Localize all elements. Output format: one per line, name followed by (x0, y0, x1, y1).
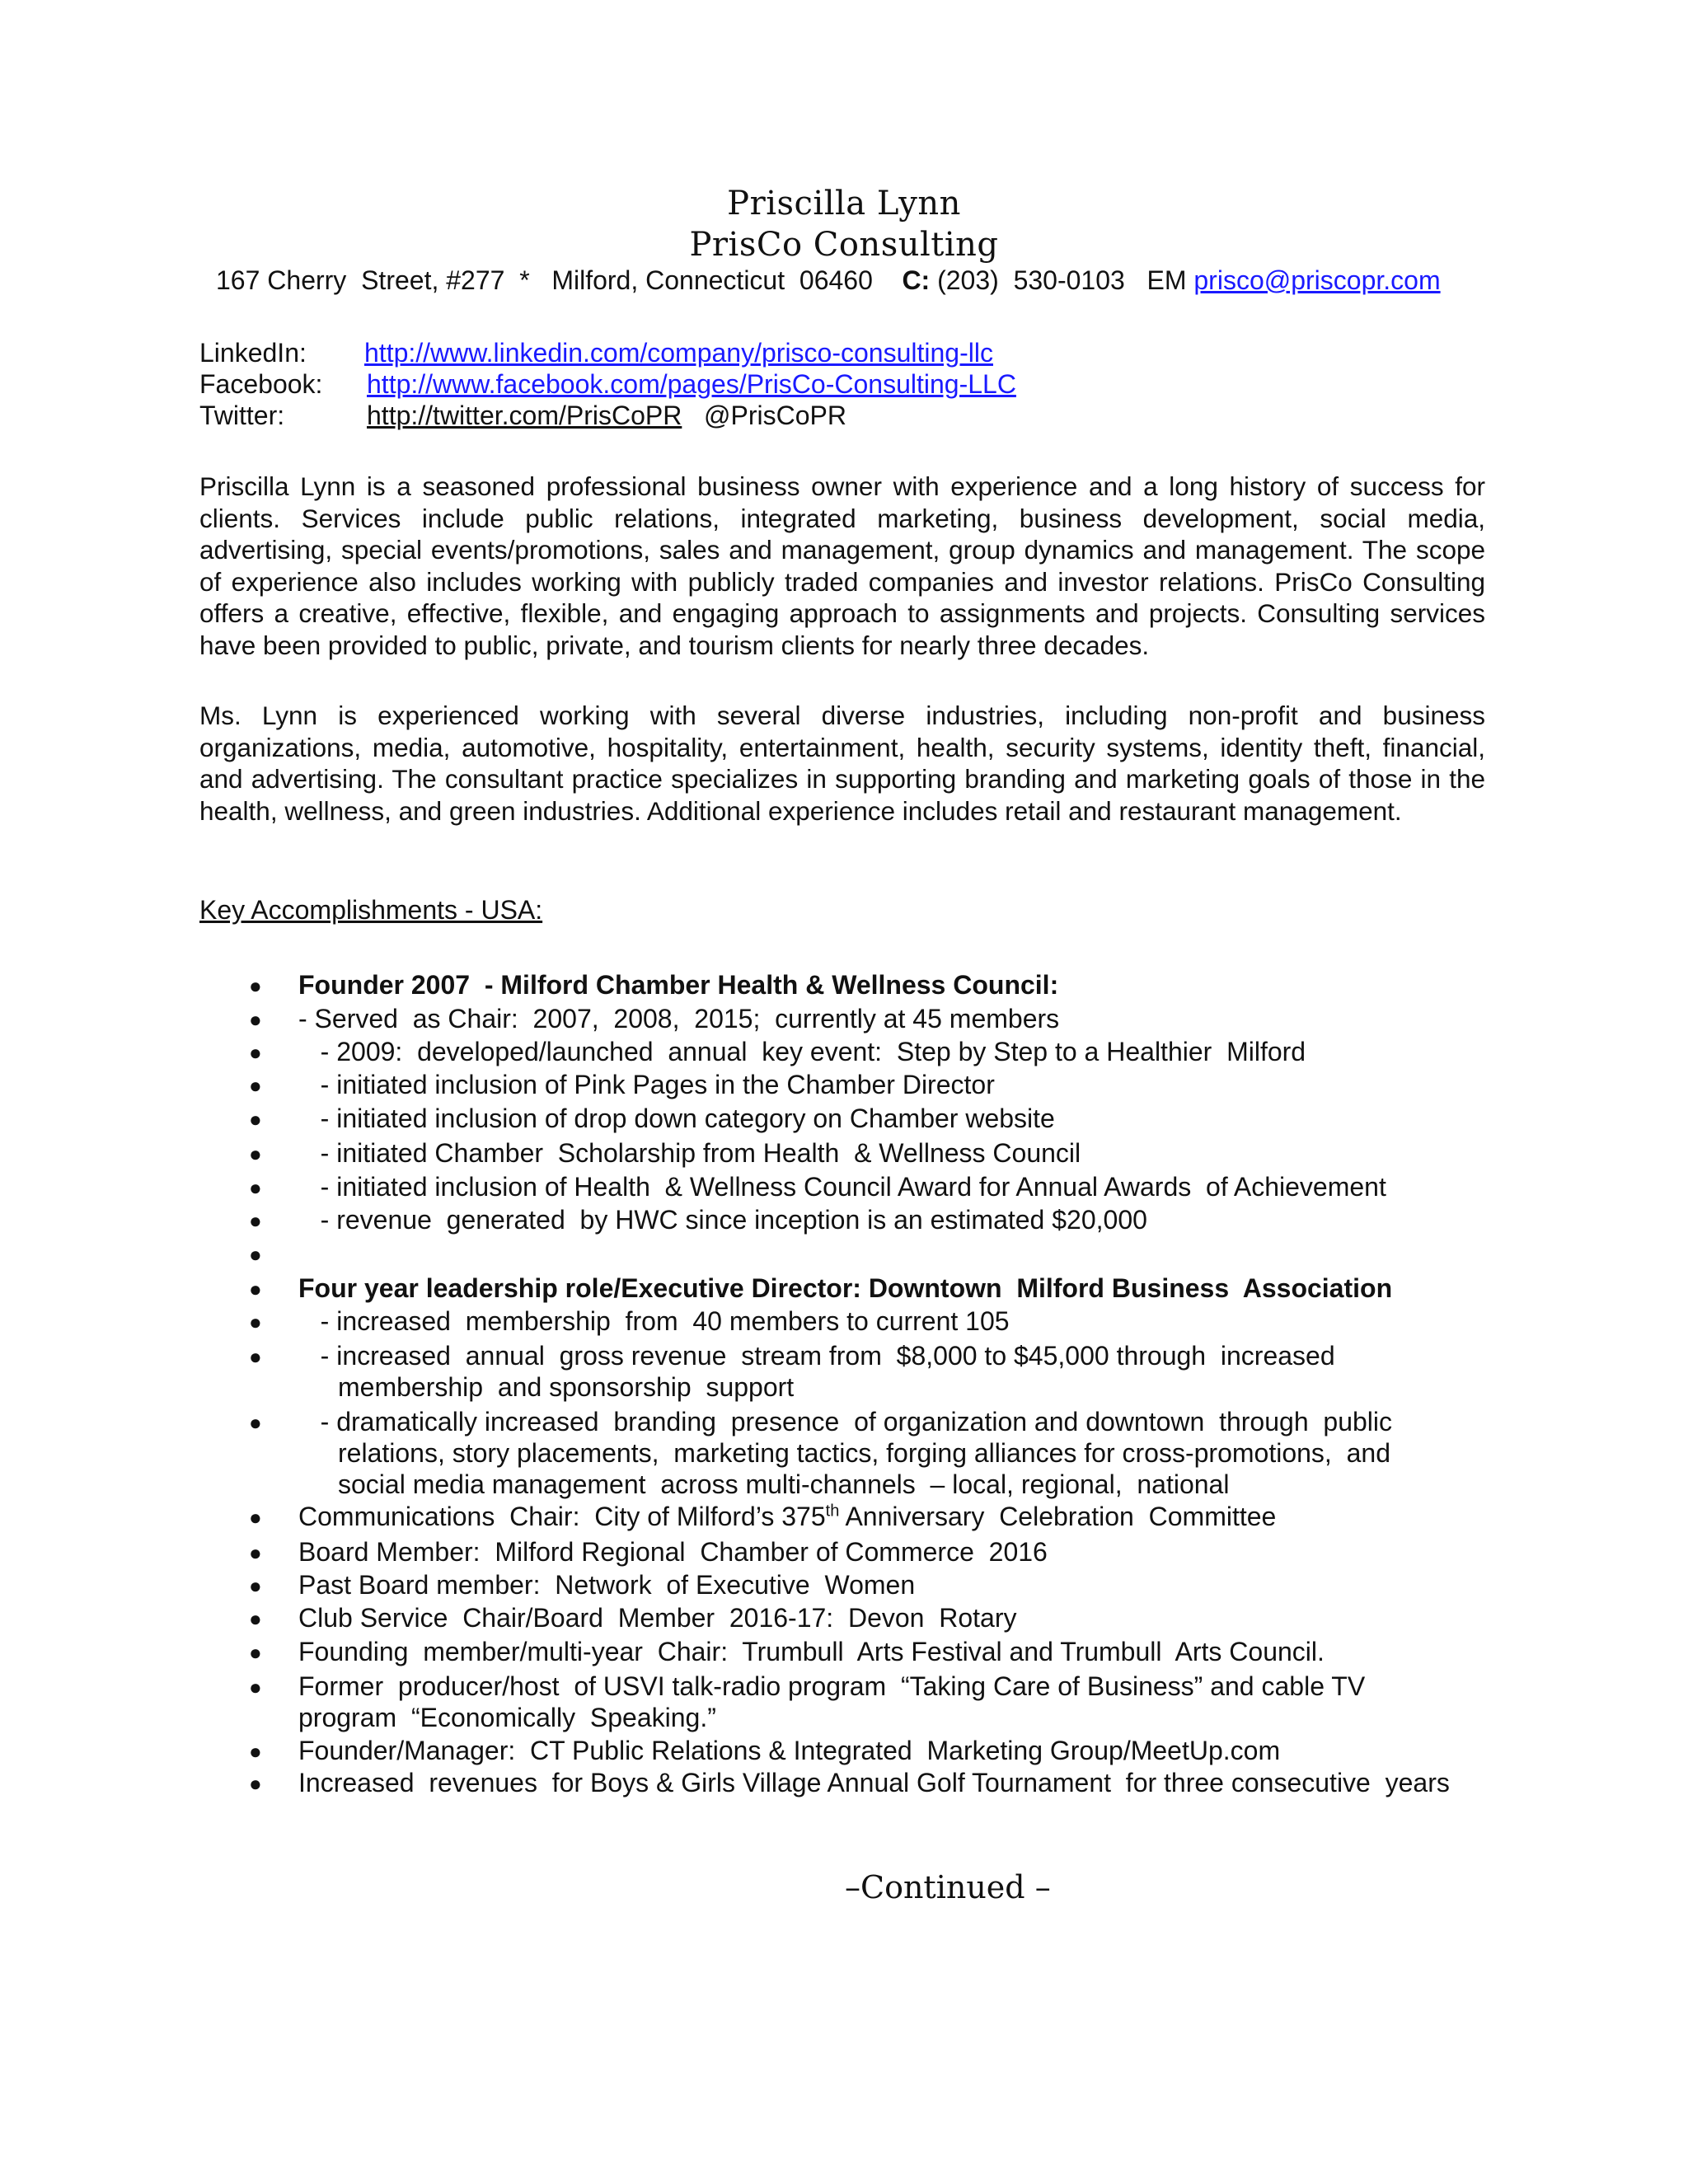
twitter-link[interactable]: http://twitter.com/PrisCoPR (367, 401, 682, 430)
bullet-icon: ● (249, 1141, 262, 1166)
bullet-icon: ● (249, 1606, 262, 1631)
company-name: PrisCo Consulting (689, 226, 999, 264)
bullet-icon: ● (249, 1640, 262, 1665)
address: 167 Cherry Street, #277 * Milford, Connecticut 06460 (216, 265, 873, 295)
linkedin-label: LinkedIn: (199, 338, 307, 368)
bullet-icon: ● (249, 1007, 262, 1032)
bullet-icon: ● (249, 1675, 262, 1699)
contact-line (216, 265, 1441, 296)
bullet-icon: ● (249, 1771, 262, 1796)
bullet-icon: ● (249, 973, 262, 998)
intro-paragraph: Priscilla Lynn is a seasoned professional business owner with experience and a long history of success for clients. Services include public relations, integrated marketing, business development, social media, advertising, special events/promotions, sales and management, group dynamics and management. The scope of experience also includes working with publicly traded companies and investor relations. PrisCo Consulting offers a creative, effective, flexible, and engaging approach to assignments and projects. Consulting services have been provided to public, private, and tourism clients for nearly three decades. (199, 471, 1485, 660)
twitter-label: Twitter: (199, 401, 285, 430)
cell-label: C: (902, 265, 931, 295)
bullet-icon: ● (249, 1505, 262, 1530)
facebook-row (199, 369, 1016, 400)
industries-paragraph: Ms. Lynn is experienced working with several diverse industries, including non-profit and business organizations, media, automotive, hospitality, entertainment, health, security systems, identity theft, financial, and advertising. The consultant practice specializes in supporting branding and marketing goals of those in the health, wellness, and green industries. Additional experience includes retail and restaurant management. (199, 701, 1485, 826)
email-label: EM (1146, 265, 1187, 295)
bullet-icon: ● (249, 1242, 262, 1267)
linkedin-link[interactable]: http://www.linkedin.com/company/prisco-consulting-llc (364, 338, 993, 368)
bullet-icon: ● (249, 1175, 262, 1200)
section-heading: Key Accomplishments - USA: (199, 895, 543, 925)
email-link[interactable]: prisco@priscopr.com (1193, 265, 1441, 295)
bullet-icon: ● (249, 1277, 262, 1301)
person-name: Priscilla Lynn (727, 185, 961, 223)
bullet-icon: ● (249, 1208, 262, 1233)
bullet-icon: ● (249, 1040, 262, 1065)
bullet-icon: ● (249, 1107, 262, 1132)
bullet-icon: ● (249, 1410, 262, 1435)
bullet-icon: ● (249, 1310, 262, 1334)
facebook-link[interactable]: http://www.facebook.com/pages/PrisCo-Consulting-LLC (367, 369, 1016, 399)
resume-page: Priscilla Lynn PrisCo Consulting 167 Cherry Street, #277 * Milford, Connecticut 06460 C: (203) 530-0103 EM prisco@priscopr.com LinkedIn: http://www.linkedin.com/company/prisco-consulting-llc Facebook: http://www.facebook.com/pages/PrisCo-Consulting-LLC Twitter: http://twitter.com/PrisCoPR @PrisCoPR Priscilla Lynn is a seasoned professional business owner with experience and a long history of success for clients. Services include public relations, integrated marketing, business development, social media, advertising, special events/promotions, sales and management, group dynamics and management. The scope of experience also includes working with publicly traded companies and investor relations. PrisCo Consulting offers a creative, effective, flexible, and engaging approach to assignments and projects. Consulting services have been provided to public, private, and tourism clients for nearly three decades. Ms. Lynn is experienced working with several diverse industries, including non-profit and business organizations, media, automotive, hospitality, entertainment, health, security systems, identity theft, financial, and advertising. The consultant practice specializes in supporting branding and marketing goals of those in the health, wellness, and green industries. Additional experience includes retail and restaurant management. Key Accomplishments - USA: ● Founder 2007 - Milford Chamber Health & Wellness Council: ● - Served as Chair: 2007, 2008, 2015; currently at 45 members ● - 2009: developed/launched annual key event: Step by Step to a Healthier Milford ● - initiated inclusion of Pink Pages in the Chamber Director ● - initiated inclusion of drop down category on Chamber website ● - initiated Chamber Scholarship from Health & Wellness Council ● - initiated inclusion of Health & Wellness Council Award for Annual Awards of Achievement ● - revenue generated by HWC since inception is an estimated $20,000 ● ● Four year leadership role/Executive Director: Downtown Milford Business Association ● - increased membership from 40 members to current 105 ● - increased annual gross revenue stream from $8,000 to $45,000 through increased membership and sponsorship support ● - dramatically increased branding presence of organization and downtown through public relations, story placements, marketing tactics, forging alliances for cross-promotions, and social media management across multi-channels – local, regional, national ● Communications Chair: City of Milford’s 375th Anniversary Celebration Committee ● Board Member: Milford Regional Chamber of Commerce 2016 ● Past Board member: Network of Executive Women ● Club Service Chair/Board Member 2016-17: Devon Rotary ● Founding member/multi-year Chair: Trumbull Arts Festival and Trumbull Arts Council. ● Former producer/host of USVI talk-radio program “Taking Care of Business” and cable TV program “Economically Speaking.” ● Founder/Manager: CT Public Relations & Integrated Marketing Group/MeetUp.com ● Increased revenues for Boys & Girls Village Annual Golf Tournament for three consecutive years –Continued – (0, 0, 1688, 2184)
continued-footer: –Continued – (845, 1869, 1051, 1905)
cell-phone: (203) 530-0103 (937, 265, 1125, 295)
twitter-handle: @PrisCoPR (704, 401, 846, 430)
bullet-icon: ● (249, 1073, 262, 1098)
bullet-icon: ● (249, 1573, 262, 1598)
bullet-icon: ● (249, 1344, 262, 1369)
linkedin-row (199, 338, 993, 368)
facebook-label: Facebook: (199, 369, 323, 399)
bullet-icon: ● (249, 1540, 262, 1565)
twitter-row (199, 401, 846, 431)
bullet-icon: ● (249, 1739, 262, 1764)
